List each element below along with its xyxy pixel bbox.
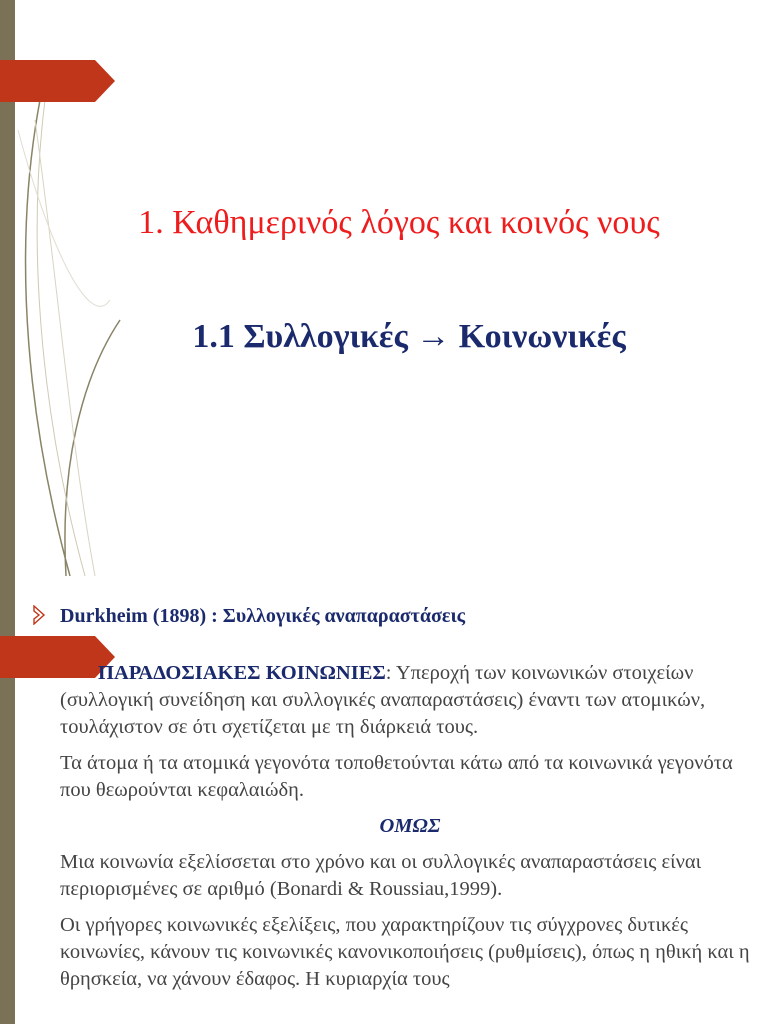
paragraph: Οι γρήγορες κοινωνικές εξελίξεις, που χαρακτηρίζουν τις σύγχρονες δυτικές κοινωνίες, κάνουν τις κοινωνικές κανονικοποιήσεις (ρυθμίσεις), όπως η ηθική και η θρησκεία, να χάνουν έδαφος. Η κυριαρχία τους xyxy=(60,914,750,990)
accent-arrow-tab xyxy=(0,60,115,102)
emphasis-heading: ΟΜΩΣ xyxy=(379,815,441,837)
arrow-bullet-icon xyxy=(32,603,50,629)
paragraph: Τα άτομα ή τα ατομικά γεγονότα τοποθετούνται κάτω από τα κοινωνικά γεγονότα που θεωρούνται κεφαλαιώδη. xyxy=(60,752,733,801)
slide-body xyxy=(60,660,760,1002)
paragraph: Μια κοινωνία εξελίσσεται στο χρόνο και οι συλλογικές αναπαραστάσεις είναι περιορισμένες σε αριθμό (Bonardi & Roussiau,1999). xyxy=(60,851,702,900)
slide-title: 1. Καθημερινός λόγος και κοινός νους xyxy=(138,204,660,241)
paragraph-text: : Υπεροχή των κοινωνικών στοιχείων (συλλογική συνείδηση και συλλογικές αναπαραστάσεις) έναντι των ατομικών, τουλάχιστον σε ότι σχετίζεται με τη διάρκειά τους. xyxy=(60,662,706,738)
bullet-item xyxy=(32,603,752,629)
paragraph xyxy=(60,660,760,741)
slide-subtitle: 1.1 Συλλογικές → Κοινωνικές xyxy=(192,318,626,355)
bullet-text: Durkheim (1898) : Συλλογικές αναπαραστάσεις xyxy=(60,604,466,627)
paragraph-heading: ΠΑΡΑΔΟΣΙΑΚΕΣ ΚΟΙΝΩΝΙΕΣ xyxy=(98,662,386,684)
